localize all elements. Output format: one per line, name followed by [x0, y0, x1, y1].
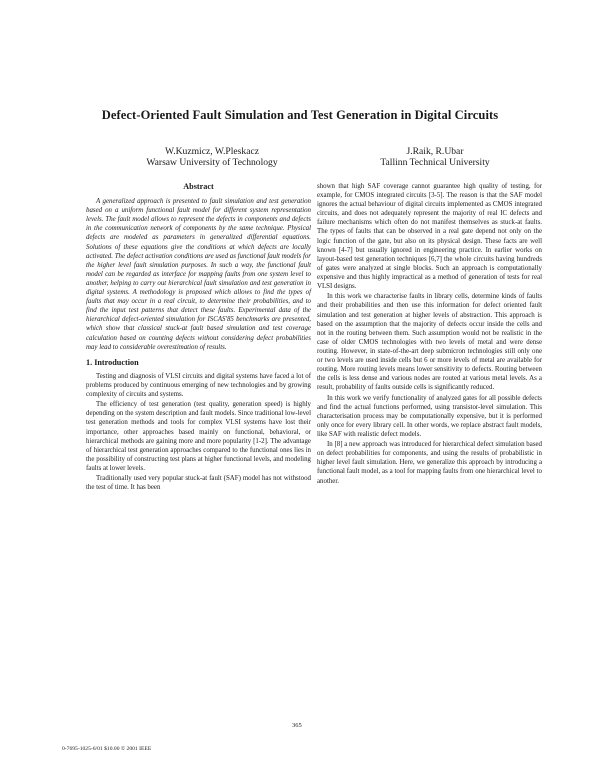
- paragraph: The efficiency of test generation (test quality, generation speed) is highly depending on the system description and fault models. Since traditional low-level test generation methods and tools for complex VLSI systems have lost their importance, other approaches based mainly on functional, behavioral, or hierarchical methods are gaining more and more popularity [1-2]. The advantage of hierarchical test generation approaches compared to the functional ones lies in the possibility of constructing test plans at higher functional levels, and modeling faults at lower levels.: [86, 401, 311, 472]
- author-names: W.Kuzmicz, W.Pleskacz: [165, 146, 259, 157]
- paragraph: In this work we characterise faults in library cells, determine kinds of faults and their probabilities and then use this information for defect oriented fault simulation and test generation at higher levels of abstraction. This approach is based on the assumption that the majority of defects occur inside the cells and not in the routing between them. Such assumption would not be realistic in the case of older CMOS technologies with two levels of metal and were dense routing. However, in state-of-the-art deep submicron technologies still only one or two levels are used inside cells but 6 or more levels of metal are available for routing. More routing levels means lower sensitivity to defects. Routing between the cells is less dense and various nodes are routed at various metal levels. As a result, probability of faults outside cells is significantly reduced.: [317, 293, 542, 392]
- author-affiliation: Tallinn Technical University: [380, 157, 490, 168]
- footer-publication-id: 0-7695-1025-6/01 $10.00 © 2001 IEEE: [62, 746, 152, 752]
- right-column: [317, 182, 542, 487]
- author-block-left: [102, 146, 322, 168]
- abstract-text: A generalized approach is presented to fault simulation and test generation based on a uniform functional fault model for different system representation levels. The fault model allows to represent the defects in components and defects in the communication network of components by the same technique. Physical defects are modeled as parameters in generalized differential equations. Solutions of these equations give the conditions at which defects are locally activated. The defect activation conditions are used as functional fault models for the higher level fault simulation purposes. In such a way, the functional fault model can be regarded as interface for mapping faults from one system level to another, helping to carry out hierarchical fault simulation and test generation in digital systems. A methodology is proposed which allows to find the types of faults that may occur in a real circuit, to determine their probabilities, and to find the input test patterns that detect these faults. Experimental data of the hierarchical defect-oriented simulation for ISCAS'85 benchmarks are presented, which show that classical stuck-at fault based simulation and test coverage calculation based on counting defects without considering defect probabilities may lead to considerable overestimation of results.: [86, 198, 311, 351]
- page-number: 365: [292, 722, 302, 729]
- author-affiliation: Warsaw University of Technology: [146, 157, 278, 168]
- paragraph: shown that high SAF coverage cannot guarantee high quality of testing, for example, for CMOS integrated circuits [3-5]. The reason is that the SAF model ignores the actual behaviour of digital circuits implemented as CMOS integrated circuits, and does not adequately represent the majority of real IC defects and failure mechanisms which often do not manifest themselves as stuck-at faults. The types of faults that can be observed in a real gate depend not only on the logic function of the gate, but also on its physical design. These facts are well known [4-7] but usually ignored in engineering practice. In earlier works on layout-based test generation techniques [6,7] the whole circuits having hundreds of gates were analyzed at single blocks. Such an approach is computationally expensive and thus highly impractical as a method of generation of tests for real VLSI designs.: [317, 183, 542, 291]
- section-heading-introduction: 1. Introduction: [86, 357, 139, 367]
- author-block-right: [325, 146, 545, 168]
- abstract-heading: Abstract: [183, 182, 214, 191]
- paragraph: In this work we verify functionality of analyzed gates for all possible defects and find the actual functions performed, using transistor-level simulation. This characterisation process may be computationally expensive, but it is performed only once for every library cell. In other words, we replace abstract fault models, like SAF with realistic defect models.: [317, 394, 542, 438]
- author-names: J.Raik, R.Ubar: [406, 146, 464, 157]
- left-column: [86, 182, 311, 494]
- paragraph: Traditionally used very popular stuck-at fault (SAF) model has not withstood the test of time. It has been: [86, 475, 311, 492]
- paper-title: Defect-Oriented Fault Simulation and Test Generation in Digital Circuits: [101, 108, 499, 122]
- paragraph: In [8] a new approach was introduced for hierarchical defect simulation based on defect probabilities for components, and using the results of probabilistic in higher level fault simulation. Here, we generalize this approach by introducing a functional fault model, as a tool for mapping faults from one hierarchical level to another.: [317, 441, 542, 485]
- paragraph: Testing and diagnosis of VLSI circuits and digital systems have faced a lot of problems produced by continuous emerging of new technologies and by growing complexity of circuits and systems.: [86, 372, 311, 398]
